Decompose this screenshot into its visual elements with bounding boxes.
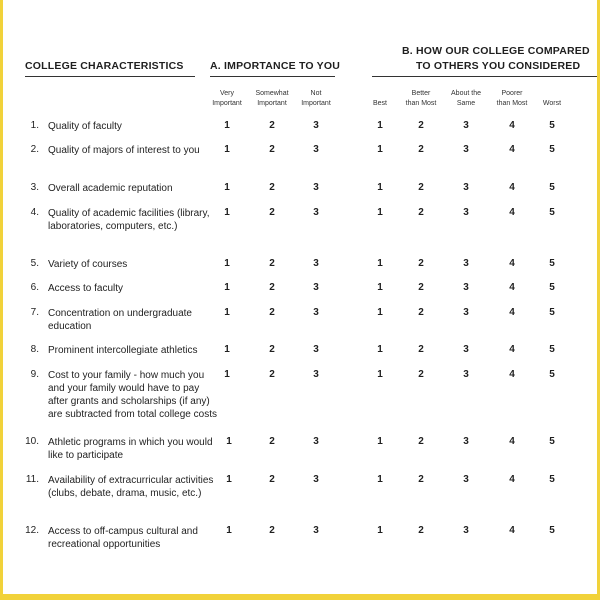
comparison-rating-option[interactable]: 3: [463, 436, 469, 447]
comparison-scale-label-line1: Better: [411, 90, 431, 97]
importance-rating-option[interactable]: 3: [313, 344, 319, 355]
comparison-rating-option[interactable]: 2: [418, 474, 424, 485]
importance-rating-option[interactable]: 2: [269, 258, 275, 269]
importance-scale-label-line1: Somewhat: [255, 90, 289, 97]
comparison-scale-label-line2: Same: [456, 100, 476, 107]
importance-rating-option[interactable]: 1: [224, 282, 230, 293]
comparison-rating-option[interactable]: 1: [377, 120, 383, 131]
importance-rating-option[interactable]: 1: [224, 120, 230, 131]
item-number: 4.: [30, 207, 39, 218]
item-number: 12.: [25, 525, 39, 536]
importance-rating-option[interactable]: 1: [224, 369, 230, 380]
comparison-rating-option[interactable]: 1: [377, 282, 383, 293]
comparison-rating-option[interactable]: 2: [418, 144, 424, 155]
item-number: 2.: [30, 144, 39, 155]
item-number: 10.: [25, 436, 39, 447]
comparison-rating-option[interactable]: 1: [377, 258, 383, 269]
importance-rating-option[interactable]: 3: [313, 282, 319, 293]
importance-rule: [210, 76, 335, 77]
comparison-rating-option[interactable]: 3: [463, 207, 469, 218]
item-text: Quality of faculty: [48, 121, 122, 132]
importance-rating-option[interactable]: 2: [269, 207, 275, 218]
item-number: 5.: [30, 258, 39, 269]
importance-rating-option[interactable]: 2: [269, 474, 275, 485]
importance-scale-label-line1: Very: [219, 90, 234, 97]
importance-scale-label-line1: Not: [310, 90, 322, 97]
comparison-scale-label-line2: Worst: [542, 100, 562, 107]
importance-rating-option[interactable]: 1: [226, 436, 232, 447]
characteristics-header: COLLEGE CHARACTERISTICS: [25, 60, 184, 72]
importance-rating-option[interactable]: 3: [313, 307, 319, 318]
comparison-scale-label-line1: [528, 89, 576, 99]
comparison-rating-option[interactable]: 4: [509, 182, 515, 193]
comparison-rating-option[interactable]: 1: [377, 182, 383, 193]
comparison-rating-option[interactable]: 4: [509, 258, 515, 269]
importance-rating-option[interactable]: 1: [224, 307, 230, 318]
comparison-rating-option[interactable]: 4: [509, 207, 515, 218]
comparison-rating-option[interactable]: 4: [509, 120, 515, 131]
comparison-scale-label-line1: Poorer: [501, 90, 523, 97]
comparison-rating-option[interactable]: 1: [377, 525, 383, 536]
comparison-rating-option[interactable]: 3: [463, 474, 469, 485]
importance-rating-option[interactable]: 2: [269, 525, 275, 536]
comparison-rating-option[interactable]: 1: [377, 474, 383, 485]
item-text: Overall academic reputation: [48, 183, 173, 194]
importance-rating-option[interactable]: 2: [269, 369, 275, 380]
importance-rating-option[interactable]: 2: [269, 144, 275, 155]
comparison-rating-option[interactable]: 2: [418, 120, 424, 131]
comparison-rating-option[interactable]: 1: [377, 307, 383, 318]
comparison-rating-option[interactable]: 5: [549, 436, 555, 447]
comparison-scale-label-line2: Best: [372, 100, 387, 107]
comparison-scale-label-line2: than Most: [496, 100, 528, 107]
comparison-rating-option[interactable]: 5: [549, 207, 555, 218]
comparison-rating-option[interactable]: 2: [418, 182, 424, 193]
importance-rating-option[interactable]: 2: [269, 307, 275, 318]
comparison-rating-option[interactable]: 3: [463, 344, 469, 355]
importance-rating-option[interactable]: 1: [224, 258, 230, 269]
comparison-scale-label-line1: About the: [451, 90, 481, 97]
comparison-rating-option[interactable]: 5: [549, 525, 555, 536]
item-text: Access to faculty: [48, 283, 124, 294]
comparison-rating-option[interactable]: 5: [549, 344, 555, 355]
comparison-rating-option[interactable]: 4: [509, 344, 515, 355]
comparison-rating-option[interactable]: 2: [418, 525, 424, 536]
importance-rating-option[interactable]: 2: [269, 182, 275, 193]
comparison-rating-option[interactable]: 1: [377, 144, 383, 155]
importance-scale-label: [203, 89, 251, 109]
comparison-rating-option[interactable]: 4: [509, 369, 515, 380]
comparison-rating-option[interactable]: 4: [509, 282, 515, 293]
item-text: Athletic programs in which you would like to participate: [48, 437, 213, 461]
importance-scale-label-line2: Important: [257, 100, 287, 107]
comparison-rating-option[interactable]: 3: [463, 525, 469, 536]
importance-rating-option[interactable]: 3: [313, 207, 319, 218]
importance-rating-option[interactable]: 3: [313, 369, 319, 380]
comparison-rating-option[interactable]: 4: [509, 525, 515, 536]
importance-rating-option[interactable]: 3: [313, 258, 319, 269]
item-text: Availability of extracurricular activities (clubs, debate, drama, music, etc.): [48, 475, 214, 499]
item-number: 9.: [30, 369, 39, 380]
importance-scale-label: [248, 89, 296, 109]
importance-scale-label-line2: Important: [212, 100, 242, 107]
comparison-rating-option[interactable]: 5: [549, 474, 555, 485]
item-text: Quality of majors of interest to you: [48, 145, 200, 156]
importance-scale-label-line2: Important: [301, 100, 331, 107]
comparison-rating-option[interactable]: 4: [509, 144, 515, 155]
importance-rating-option[interactable]: 2: [269, 282, 275, 293]
comparison-rating-option[interactable]: 1: [377, 369, 383, 380]
comparison-rating-option[interactable]: 5: [549, 258, 555, 269]
importance-scale-label: [292, 89, 340, 109]
importance-rating-option[interactable]: 1: [224, 207, 230, 218]
comparison-rating-option[interactable]: 3: [463, 307, 469, 318]
comparison-rating-option[interactable]: 4: [509, 474, 515, 485]
importance-rating-option[interactable]: 1: [226, 474, 232, 485]
importance-rating-option[interactable]: 3: [313, 182, 319, 193]
comparison-rating-option[interactable]: 5: [549, 369, 555, 380]
comparison-rating-option[interactable]: 5: [549, 144, 555, 155]
comparison-rating-option[interactable]: 1: [377, 436, 383, 447]
comparison-scale-label: [442, 89, 490, 109]
comparison-scale-label: [528, 89, 576, 109]
importance-rating-option[interactable]: 2: [269, 344, 275, 355]
comparison-rating-option[interactable]: 2: [418, 369, 424, 380]
comparison-scale-label-line2: than Most: [405, 100, 437, 107]
importance-rating-option[interactable]: 1: [226, 525, 232, 536]
item-number: 11.: [25, 474, 39, 485]
importance-rating-option[interactable]: 1: [224, 182, 230, 193]
comparison-rating-option[interactable]: 2: [418, 307, 424, 318]
comparison-rating-option[interactable]: 4: [509, 436, 515, 447]
comparison-rating-option[interactable]: 1: [377, 207, 383, 218]
importance-rating-option[interactable]: 3: [313, 474, 319, 485]
comparison-header-line1: B. HOW OUR COLLEGE COMPARED: [402, 45, 590, 57]
importance-rating-option[interactable]: 3: [313, 436, 319, 447]
characteristics-rule: [25, 76, 195, 77]
item-number: 7.: [30, 307, 39, 318]
comparison-rating-option[interactable]: 3: [463, 144, 469, 155]
item-text: Concentration on undergraduate education: [48, 308, 192, 332]
item-number: 3.: [30, 182, 39, 193]
item-text: Quality of academic facilities (library, laboratories, computers, etc.): [48, 208, 210, 232]
importance-rating-option[interactable]: 1: [224, 344, 230, 355]
comparison-rating-option[interactable]: 3: [463, 120, 469, 131]
comparison-rating-option[interactable]: 2: [418, 282, 424, 293]
importance-rating-option[interactable]: 2: [269, 436, 275, 447]
comparison-rating-option[interactable]: 3: [463, 369, 469, 380]
comparison-rule: [372, 76, 600, 77]
item-number: 1.: [30, 120, 39, 131]
comparison-rating-option[interactable]: 2: [418, 258, 424, 269]
comparison-rating-option[interactable]: 3: [463, 182, 469, 193]
importance-rating-option[interactable]: 3: [313, 120, 319, 131]
comparison-rating-option[interactable]: 5: [549, 182, 555, 193]
comparison-scale-label: [397, 89, 445, 109]
importance-rating-option[interactable]: 2: [269, 120, 275, 131]
comparison-header-line2: TO OTHERS YOU CONSIDERED: [416, 60, 581, 72]
comparison-rating-option[interactable]: 1: [377, 344, 383, 355]
comparison-rating-option[interactable]: 3: [463, 282, 469, 293]
comparison-rating-option[interactable]: 4: [509, 307, 515, 318]
importance-rating-option[interactable]: 1: [224, 144, 230, 155]
item-text: Cost to your family - how much you and your family would have to pay after grants and scholarships (if any) are subtracted from total college costs: [48, 370, 217, 420]
importance-rating-option[interactable]: 3: [313, 144, 319, 155]
comparison-rating-option[interactable]: 2: [418, 436, 424, 447]
item-number: 8.: [30, 344, 39, 355]
comparison-rating-option[interactable]: 5: [549, 282, 555, 293]
comparison-rating-option[interactable]: 5: [549, 307, 555, 318]
importance-header: A. IMPORTANCE TO YOU: [210, 60, 341, 72]
comparison-rating-option[interactable]: 2: [418, 207, 424, 218]
item-text: Access to off-campus cultural and recreational opportunities: [48, 526, 198, 550]
importance-rating-option[interactable]: 3: [313, 525, 319, 536]
comparison-rating-option[interactable]: 2: [418, 344, 424, 355]
comparison-rating-option[interactable]: 5: [549, 120, 555, 131]
item-text: Variety of courses: [48, 259, 128, 270]
item-number: 6.: [30, 282, 39, 293]
comparison-rating-option[interactable]: 3: [463, 258, 469, 269]
item-text: Prominent intercollegiate athletics: [48, 345, 198, 356]
